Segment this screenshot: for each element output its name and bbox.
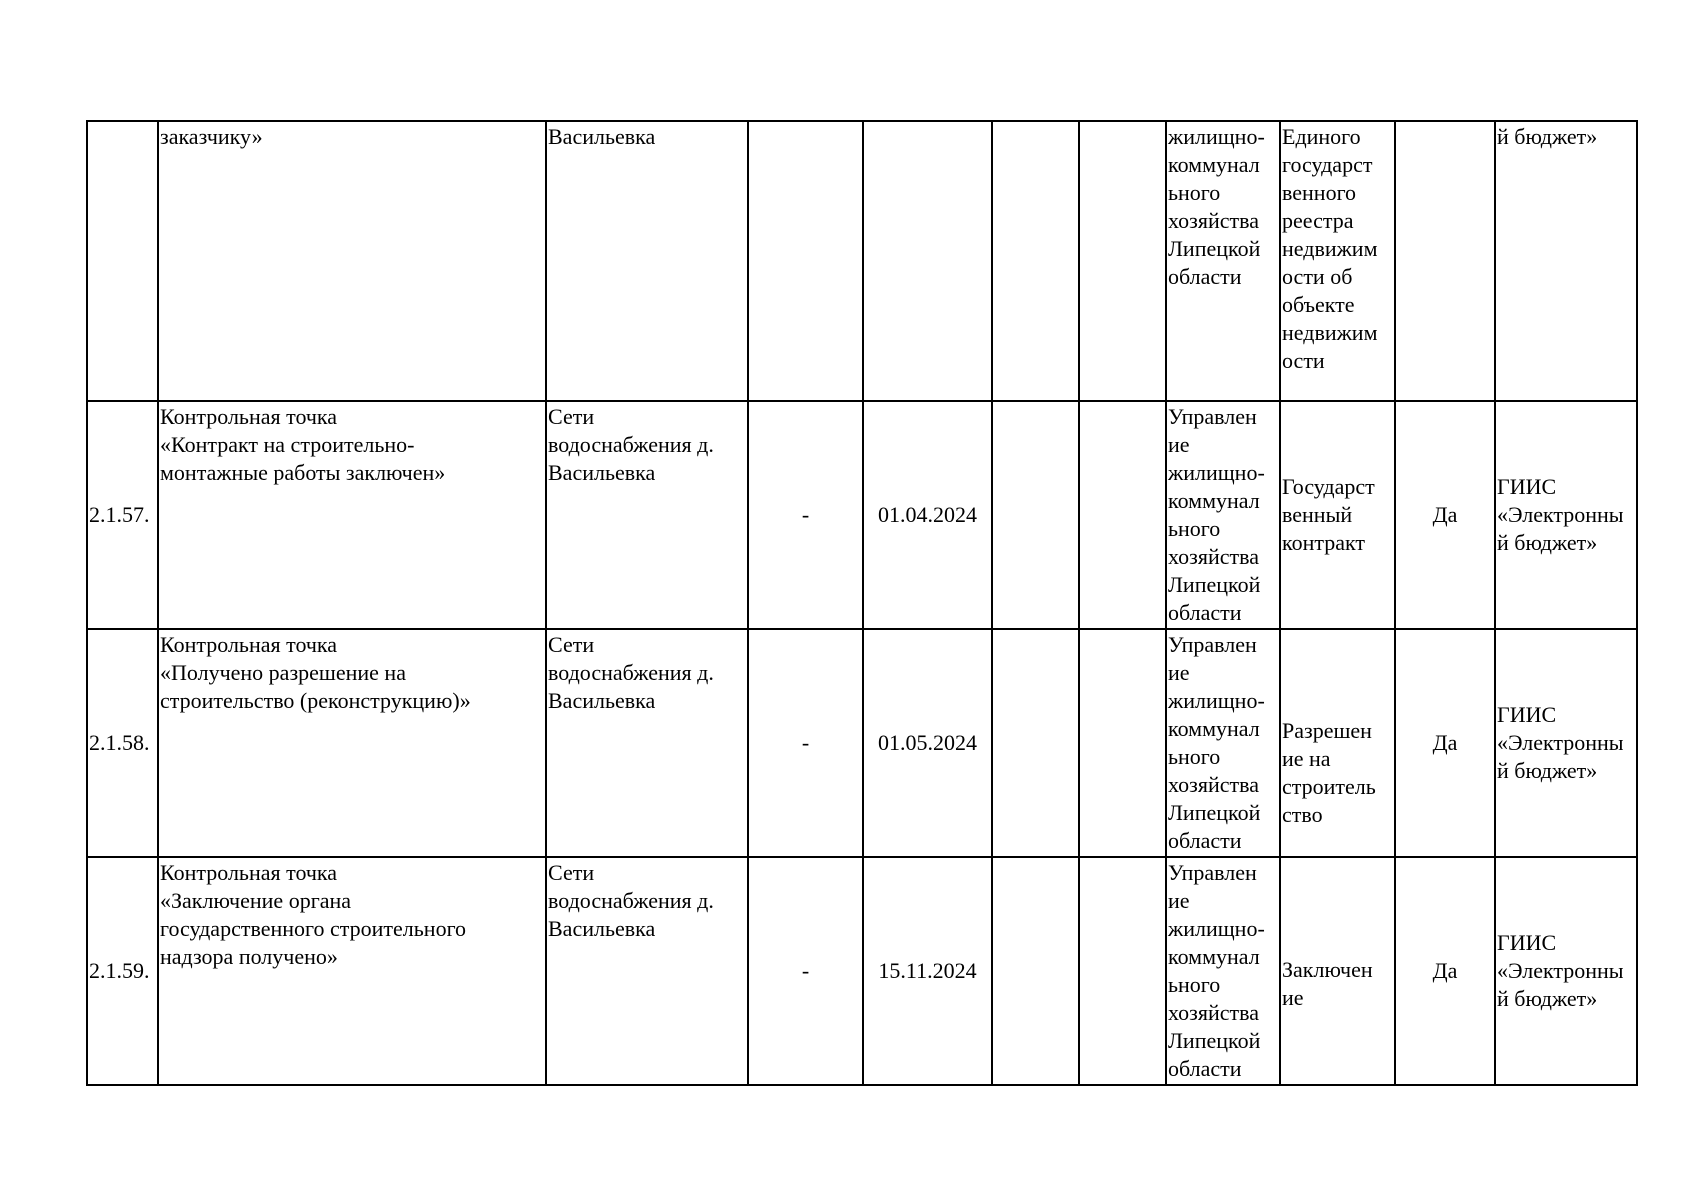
end-date-cell: 01.05.2024 [863,629,992,857]
control-point-name-cell: заказчику» [158,121,546,401]
object-cell: Сети водоснабжения д. Васильевка [546,857,748,1085]
flag-cell: Да [1395,401,1495,629]
start-date-cell [748,121,863,401]
control-point-name-cell: Контрольная точка «Заключение органа государственного строительного надзора получено» [158,857,546,1085]
flag-cell [1395,121,1495,401]
information-system-cell: й бюджет» [1495,121,1637,401]
empty-cell [1079,629,1166,857]
start-date-cell: - [748,401,863,629]
document-type-cell: Разрешен ие на строитель ство [1280,629,1395,857]
responsible-cell: Управлен ие жилищно- коммунал ьного хозяйства Липецкой области [1166,629,1280,857]
empty-cell [1079,401,1166,629]
row-number-cell [87,121,158,401]
document-type-cell: Заключен ие [1280,857,1395,1085]
end-date-cell: 01.04.2024 [863,401,992,629]
control-points-table [86,120,1638,1086]
control-point-name-cell: Контрольная точка «Контракт на строительно- монтажные работы заключен» [158,401,546,629]
responsible-cell: Управлен ие жилищно- коммунал ьного хозяйства Липецкой области [1166,401,1280,629]
object-cell: Сети водоснабжения д. Васильевка [546,629,748,857]
empty-cell [992,121,1079,401]
object-cell: Васильевка [546,121,748,401]
empty-cell [992,629,1079,857]
row-number-cell: 2.1.59. [87,857,158,1085]
start-date-cell: - [748,857,863,1085]
empty-cell [1079,121,1166,401]
row-number-cell: 2.1.57. [87,401,158,629]
object-cell: Сети водоснабжения д. Васильевка [546,401,748,629]
responsible-cell: жилищно- коммунал ьного хозяйства Липецкой области [1166,121,1280,401]
empty-cell [992,401,1079,629]
information-system-cell: ГИИС «Электронны й бюджет» [1495,857,1637,1085]
information-system-cell: ГИИС «Электронны й бюджет» [1495,401,1637,629]
row-number-cell: 2.1.58. [87,629,158,857]
document-type-cell: Единого государст венного реестра недвижим ости об объекте недвижим ости [1280,121,1395,401]
document-type-cell: Государст венный контракт [1280,401,1395,629]
table-row [87,401,1637,629]
responsible-cell: Управлен ие жилищно- коммунал ьного хозяйства Липецкой области [1166,857,1280,1085]
table-row [87,121,1637,401]
start-date-cell: - [748,629,863,857]
information-system-cell: ГИИС «Электронны й бюджет» [1495,629,1637,857]
flag-cell: Да [1395,857,1495,1085]
empty-cell [992,857,1079,1085]
end-date-cell: 15.11.2024 [863,857,992,1085]
flag-cell: Да [1395,629,1495,857]
empty-cell [1079,857,1166,1085]
control-point-name-cell: Контрольная точка «Получено разрешение на строительство (реконструкцию)» [158,629,546,857]
end-date-cell [863,121,992,401]
table-row [87,857,1637,1085]
table-row [87,629,1637,857]
